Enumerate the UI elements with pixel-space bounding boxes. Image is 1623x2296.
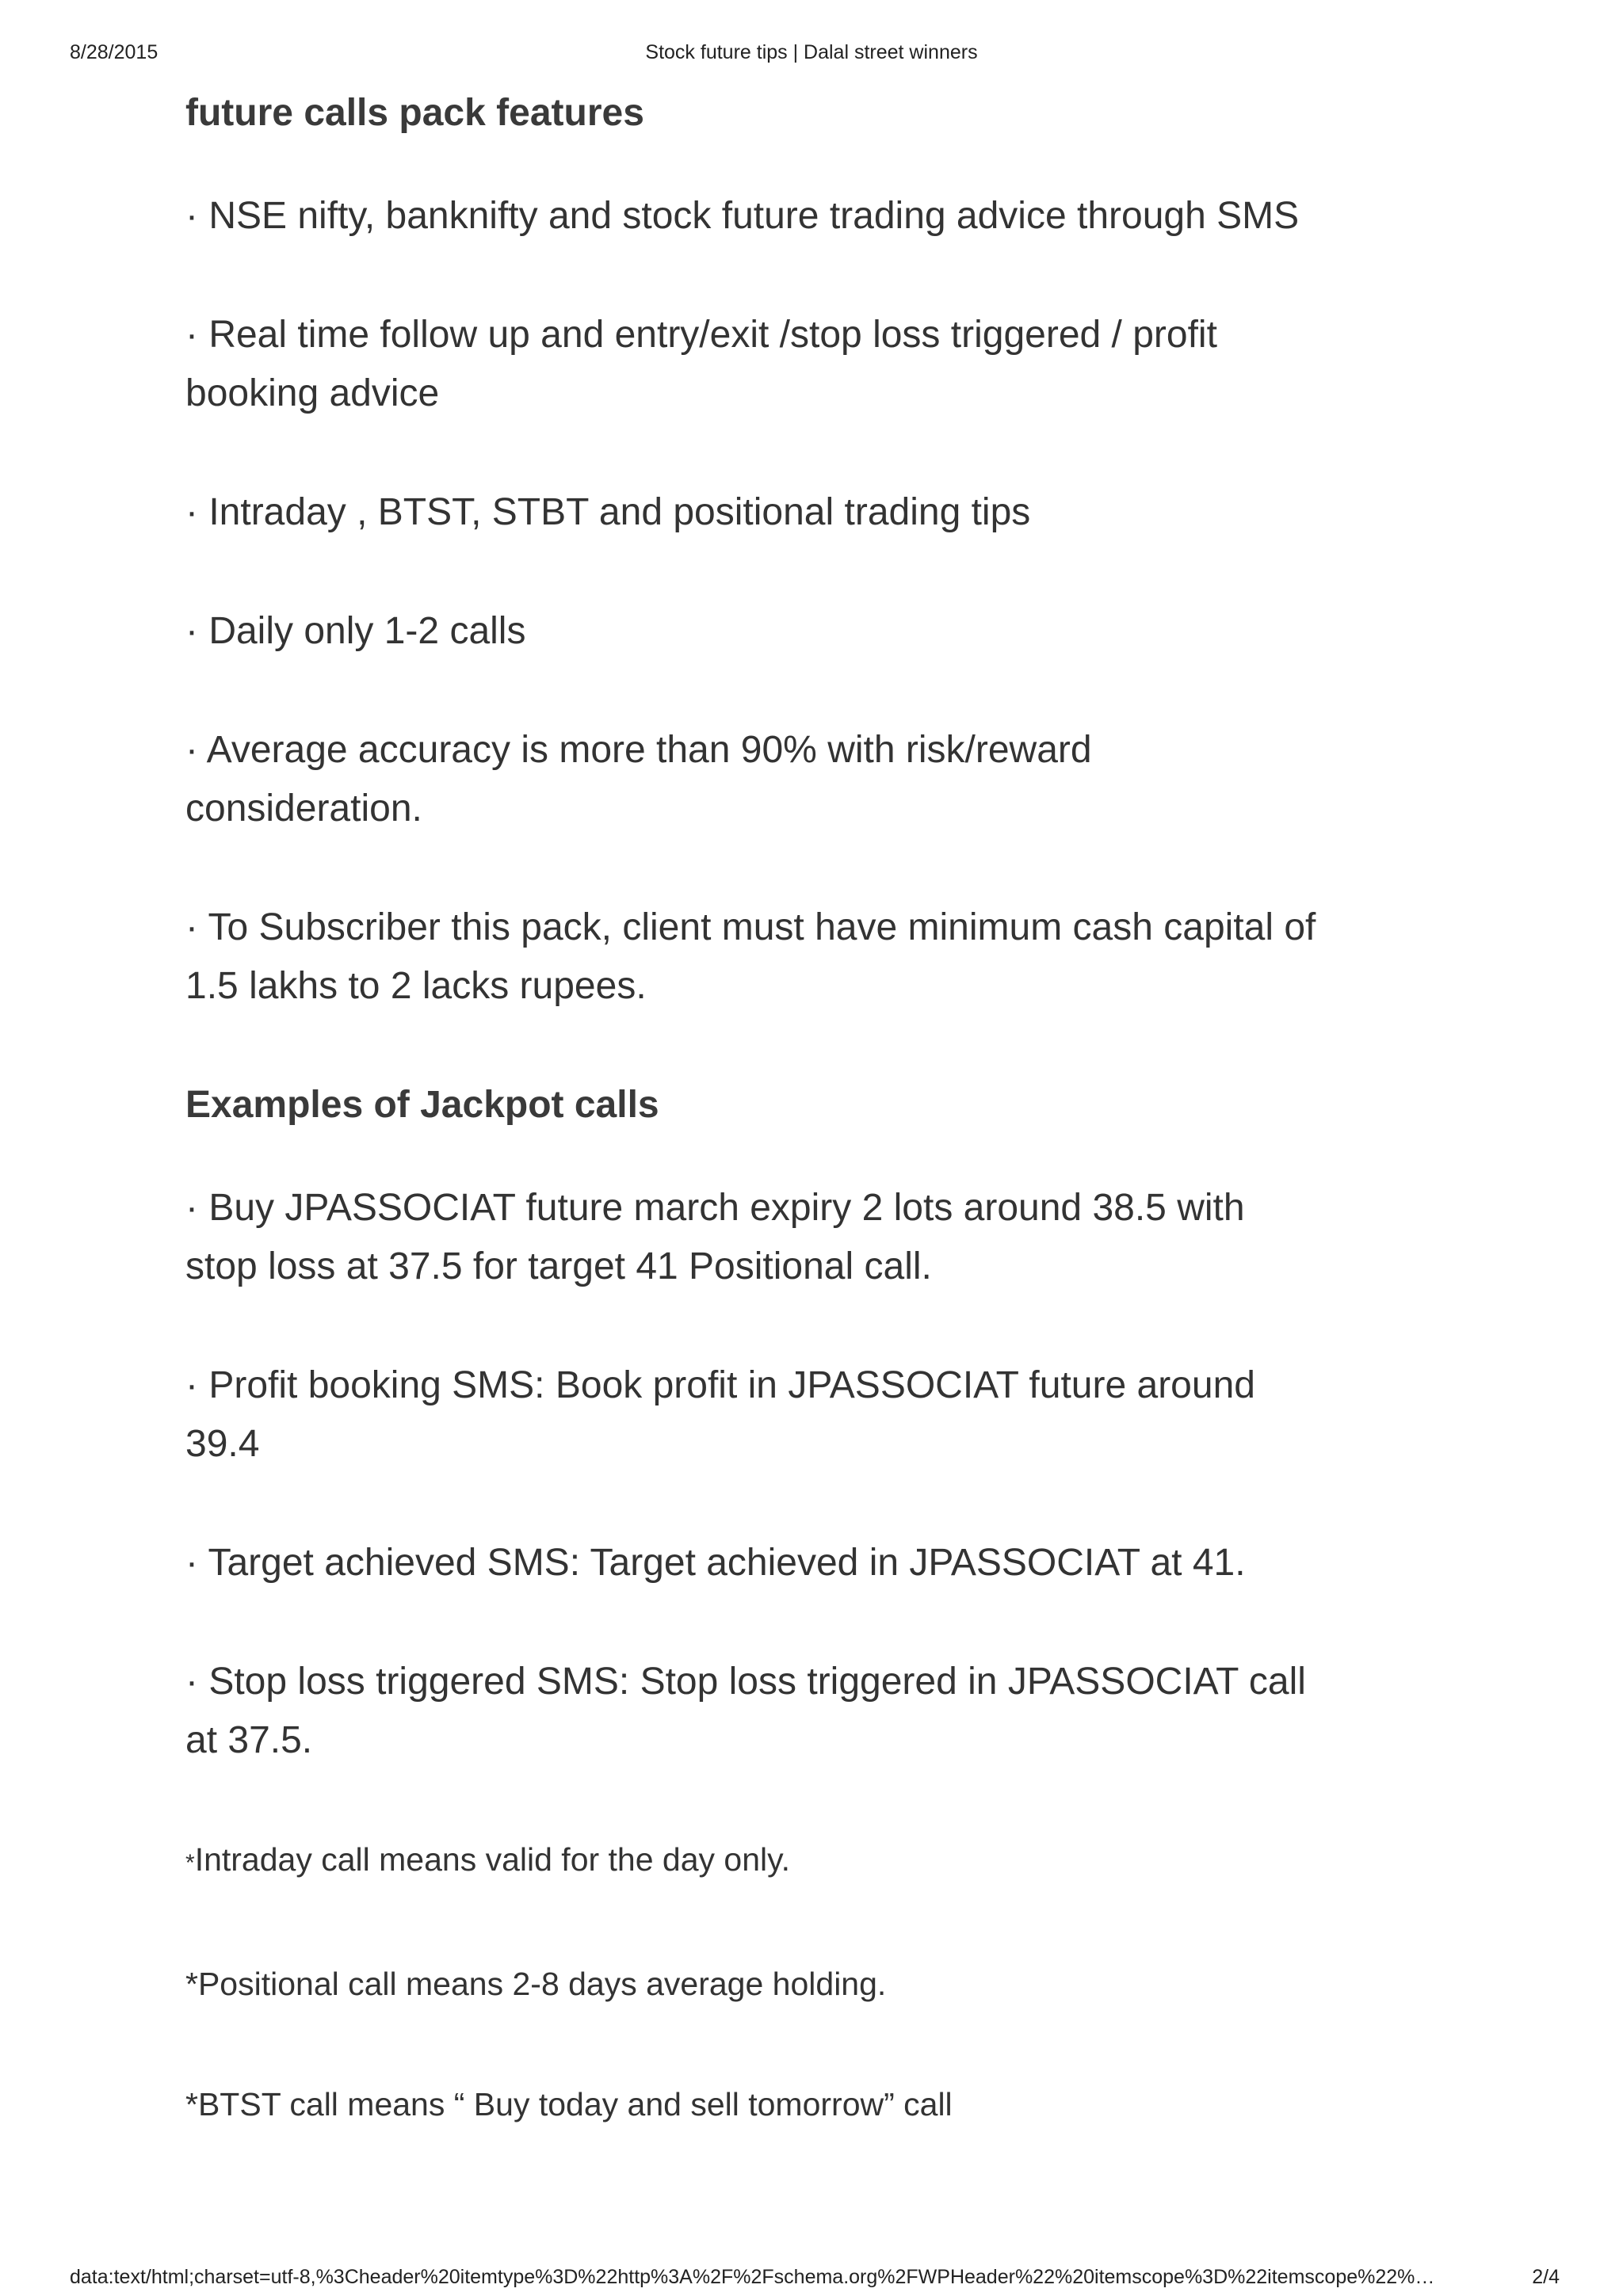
note-intraday: [185, 1830, 1327, 1893]
print-footer-url: data:text/html;charset=utf-8,%3Cheader%20itemtype%3D%22http%3A%2F%2Fschema.org%2FWPHeader%22%20itemscope%3D%22itemscope%22%…: [70, 2266, 1435, 2288]
note-positional: *Positional call means 2-8 days average holding.: [185, 1966, 887, 2002]
example-item-target-achieved: · Target achieved SMS: Target achieved in JPASSOCIAT at 41.: [185, 1542, 1246, 1584]
note-intraday-text: Intraday call means valid for the day only.: [194, 1841, 790, 1878]
note-intraday-star: *: [185, 1850, 195, 1876]
examples-heading: Examples of Jackpot calls: [185, 1084, 659, 1126]
feature-item-capital: · To Subscriber this pack, client must have minimum cash capital of 1.5 lakhs to 2 lacks rupees.: [185, 906, 1316, 1007]
note-btst: *BTST call means “ Buy today and sell tomorrow” call: [185, 2086, 953, 2122]
example-item-stop-loss: · Stop loss triggered SMS: Stop loss triggered in JPASSOCIAT call at 37.5.: [185, 1661, 1306, 1761]
feature-item-accuracy: · Average accuracy is more than 90% with risk/reward consideration.: [185, 729, 1092, 830]
print-page-number: 2/4: [1532, 2266, 1560, 2288]
example-item-profit-booking: · Profit booking SMS: Book profit in JPASSOCIAT future around 39.4: [185, 1364, 1255, 1465]
feature-item-realtime: · Real time follow up and entry/exit /stop loss triggered / profit booking advice: [185, 314, 1217, 414]
features-heading: future calls pack features: [185, 92, 644, 134]
feature-item-daily: · Daily only 1-2 calls: [185, 610, 526, 652]
feature-item-sms: · NSE nifty, banknifty and stock future trading advice through SMS: [185, 195, 1300, 237]
print-date: 8/28/2015: [70, 41, 158, 63]
article-content: [185, 79, 1327, 2134]
example-item-buy: · Buy JPASSOCIAT future march expiry 2 lots around 38.5 with stop loss at 37.5 for target 41 Positional call.: [185, 1187, 1245, 1287]
feature-item-intraday: · Intraday , BTST, STBT and positional trading tips: [185, 491, 1031, 533]
print-page-title: Stock future tips | Dalal street winners: [645, 41, 978, 63]
